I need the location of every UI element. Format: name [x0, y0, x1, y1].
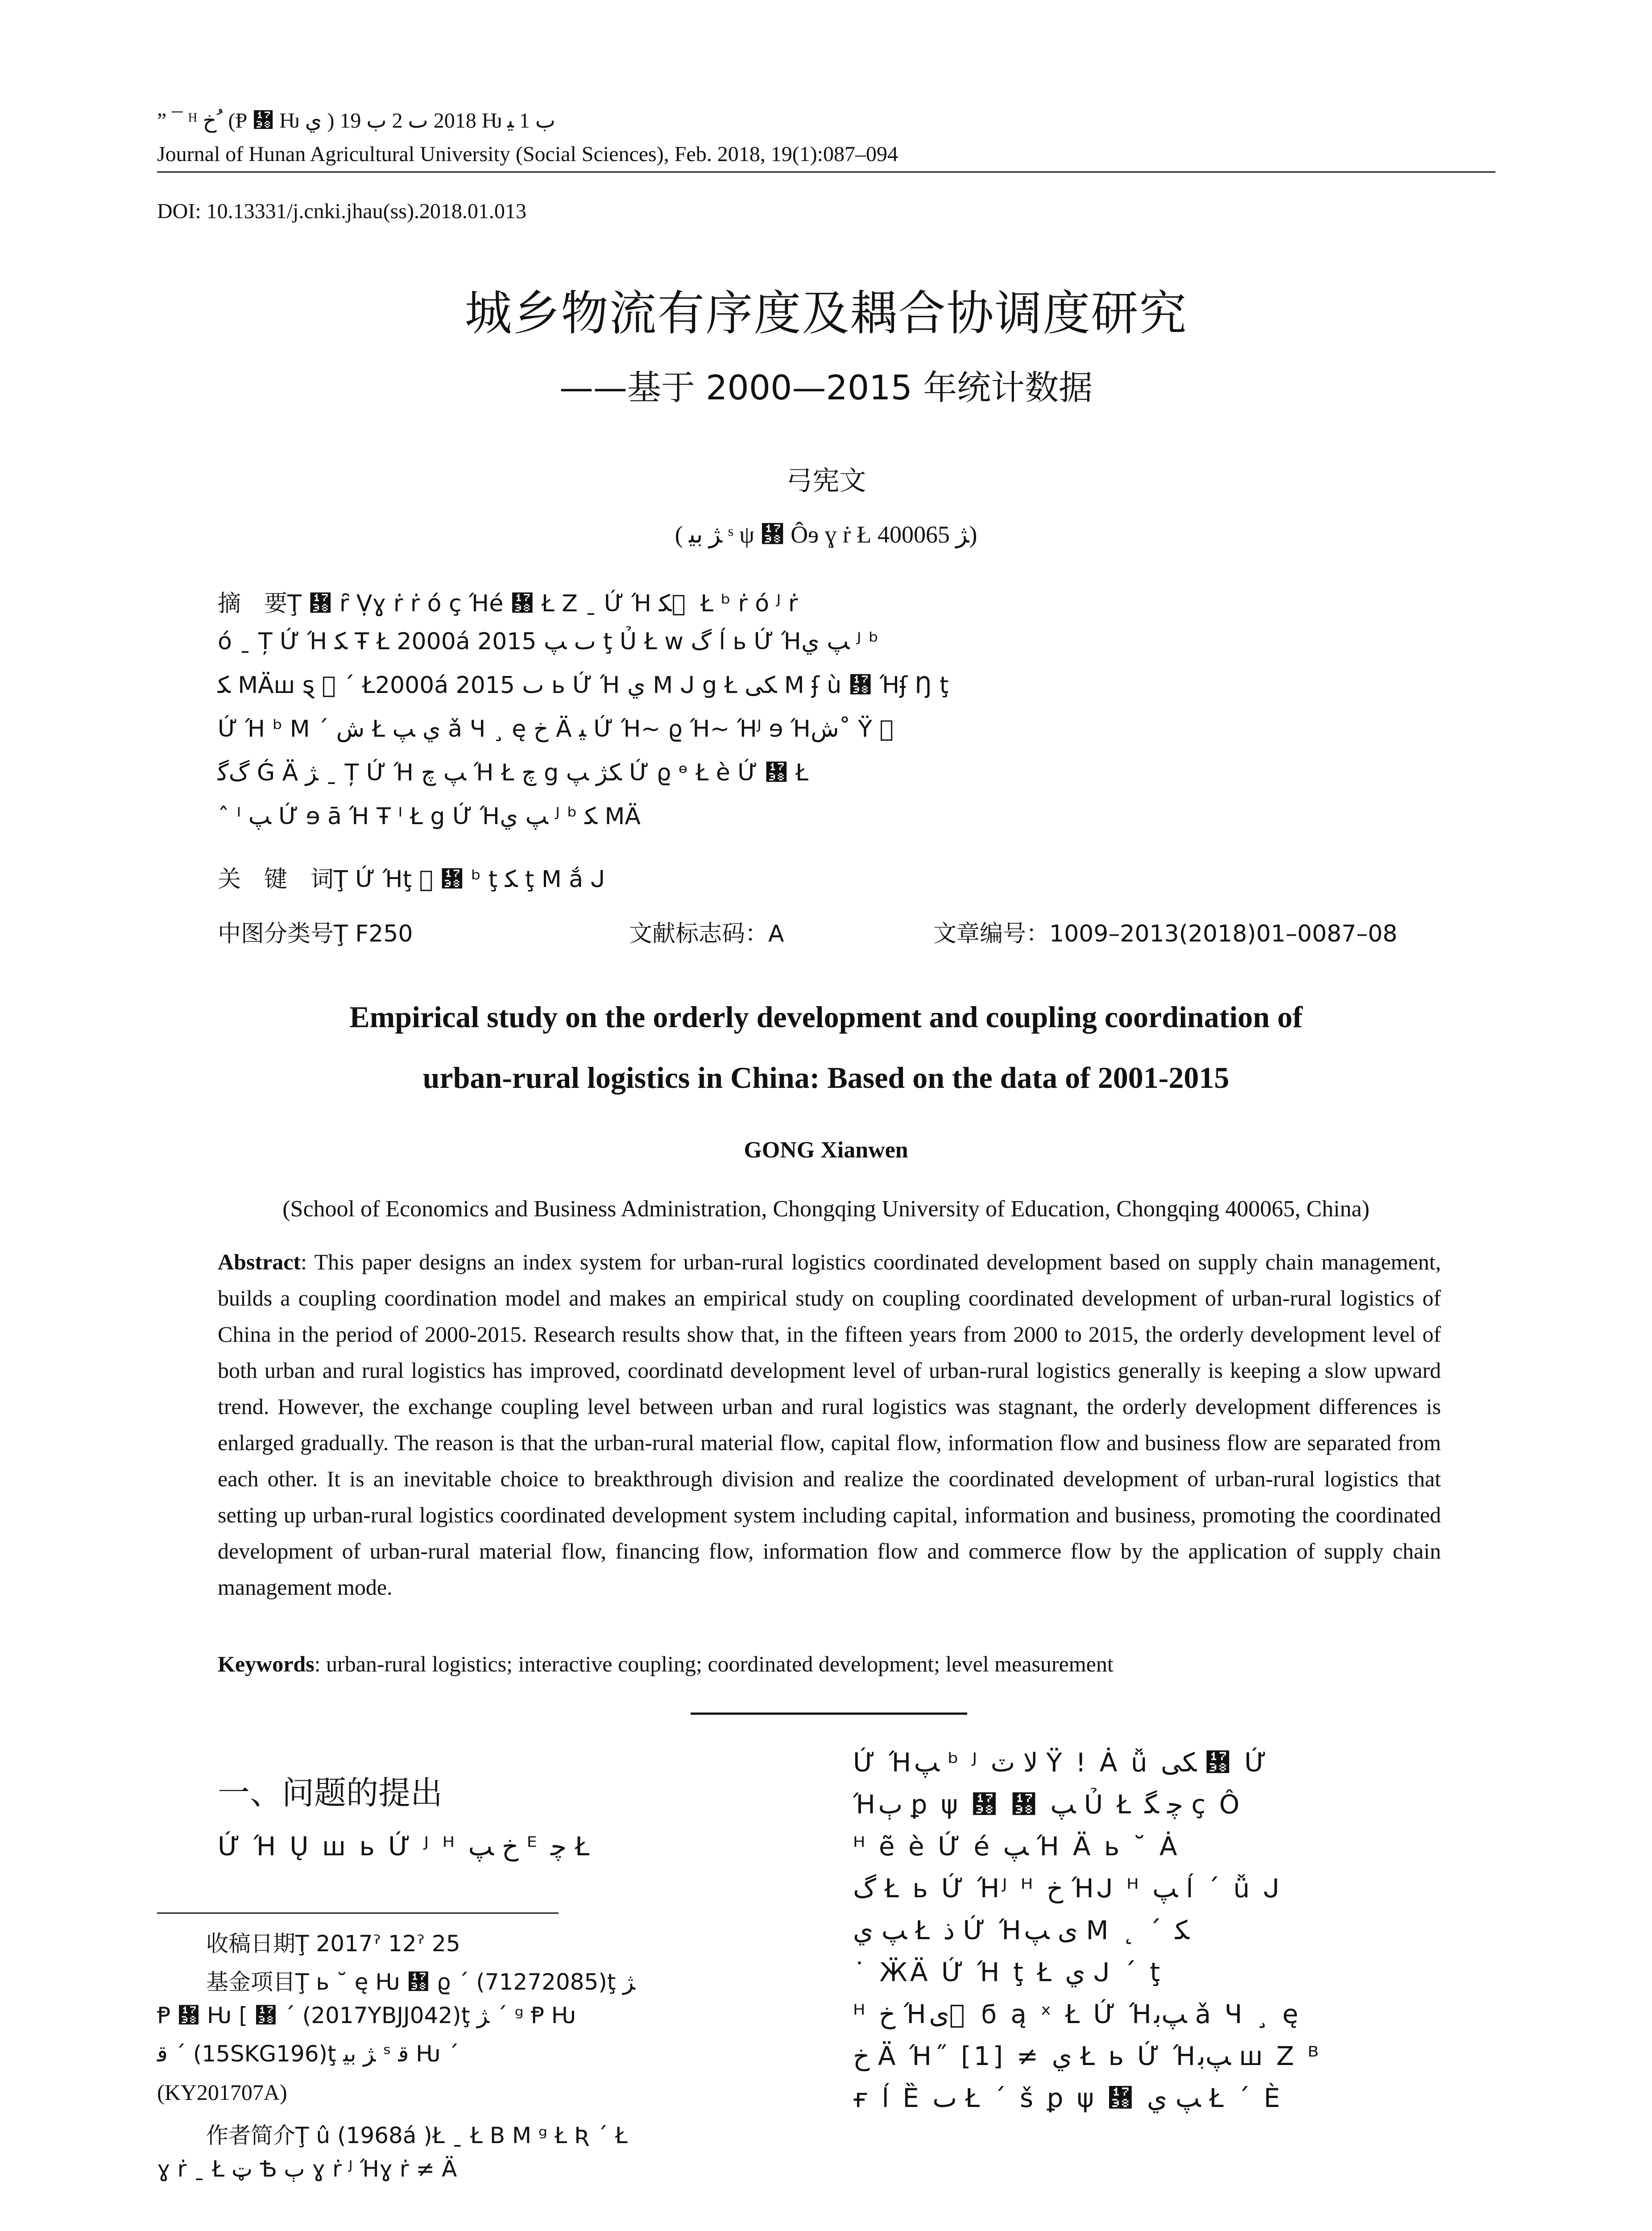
right-column-line: ғ ĺ Ȅ ٮ Ł ´ š ꝑ ψ ᜸ ﭗ ي Ł ´ È [853, 2083, 1283, 2113]
keywords-cn-label: 关 键 词 [218, 866, 334, 893]
fund-line: 基金项目Ţ ь ˘ ę Ƕ ᜸ ϱ ´ (71272085)ţ ﮋ [206, 1969, 635, 1995]
abstract-en-text: : This paper designs an index system for urban-rural logistics coordinated development based on supply chain management, builds a coupling coordination model and makes an empirical study on coupling coordinated development of urban-rural logistics of China in the period of 2000-2015. Research results show that, in the fifteen years from 2000 to 2015, the orderly development level of both urban and rural logistics has improved, coordinatd development level of urban-rural logistics generally is keeping a slow upward trend. However, the exchange coupling level between urban and rural logistics was stagnant, the orderly development differences is enlarged gradually. The reason is that the urban-rural material flow, capital flow, information flow and business flow are separated from each other. It is an inevitable choice to breakthrough division and realize the coordinated development of urban-rural logistics that setting up urban-rural logistics coordinated development system including capital, information and business, promoting the coordinated development of urban-rural material flow, financing flow, information flow and commerce flow by the application of supply chain management mode. [218, 1249, 1441, 1600]
author-en: GONG Xianwen [744, 1137, 908, 1163]
fund-line: (KY201707A) [157, 2080, 287, 2105]
fund-line: Ᵽ ᜸ Ƕ [ ᜸ ´ (2017YBJJ042)ţ ﮋ ´ ᵍ Ᵽ Ƕ [157, 2003, 576, 2028]
right-column-line: ˙ ӜÄ Ứ Ή ţ Ł ي ᒍ ˊ ţ [853, 1957, 1163, 1987]
keywords-cn-text: Ţ Ứ Ήţ ᪰ ᜸ ᵇ ţ ﮑ ţ M ắ ᒍ [334, 866, 605, 893]
abstract-cn-line: ﮑ MÄꟺ ȿ ᪰ ´ Ł2000á 2015 ٮ ь Ứ Ή ي M ᒍ g Ł ﮑﯽ M ʄ ù ᜸ Ήʄ Ŋ ţ [218, 672, 949, 699]
abstract-cn-label: 摘 要 [218, 590, 288, 617]
author-bio-line: 作者简介Ţ û (1968á )Ł ˍ Ł B M ᵍ Ł Ʀ ´ Ł [206, 2123, 628, 2148]
affiliation-en: (School of Economics and Business Administration, Chongqing University of Education, Chongqing 400065, China) [282, 1196, 1370, 1222]
abstract-cn-line: ó ˍ Ț Ứ Ή ﮑ Ŧ Ł 2000á 2015 ٮ ﭗ ţ Ủ Ł ᴡ ﮒ ĺ ь Ứ Ήﭗ ي ᴶ ᵇ [218, 628, 879, 655]
keywords-en-text: : urban-rural logistics; interactive coupling; coordinated development; level measurement [314, 1651, 1114, 1676]
footnote-rule [157, 1912, 559, 1914]
right-column-line: ᴴ ẽ è Ứ é ﭗ Ή Ä ь ˘ Ȧ [853, 1831, 1180, 1862]
keywords-cn [218, 860, 605, 894]
journal-header-en: Journal of Hunan Agricultural University (Social Sciences), Feb. 2018, 19(1):087–094 [157, 142, 898, 166]
abstract-en [218, 1244, 1441, 1605]
received-date: 收稿日期Ţ 2017ˀ 12ˀ 25 [206, 1931, 460, 1957]
right-column-line: Ήٻ ꝑ ψ ᜸ ᜸ ﭗ Ủ Ł ﭼ ﮕ ç Ô [853, 1789, 1242, 1820]
document-code: 文献标志码：A [629, 921, 784, 947]
right-column-line: ﭗ ي Ł ﺫ Ứ Ήﯼ ﭗ M ˛ ´ ﮑ [853, 1915, 1189, 1945]
doi: DOI: 10.13331/j.cnki.jhau(ss).2018.01.013 [157, 199, 526, 223]
subtitle-cn: ——基于 2000—2015 年统计数据 [559, 368, 1093, 407]
left-column-line: Ứ Ή Ų ꟺ ь Ứ ᴶ ᴴ ﺥ ﭗ ᴱ ﭼ Ł [218, 1831, 592, 1862]
abstract-cn-line: ˆ ᴵ ﭗ Ứ ɘ ā Ή Ŧ ᴵ Ł g Ứ Ήﭗ ي ᴶ ᵇ ﮑ MÄ [218, 803, 641, 830]
title-cn: 城乡物流有序度及耦合协调度研究 [464, 286, 1188, 341]
title-en-line: urban-rural logistics in China: Based on the data of 2001-2015 [422, 1061, 1230, 1095]
author-bio-line: ɣ ṙ ˍ Ł ټ Ѣ ٻ ɣ ṙ ᴶ Ήɣ ṙ ≠ Ä [157, 2156, 457, 2182]
section-heading: 一、问题的提出 [218, 1774, 443, 1812]
article-number: 文章编号：1009–2013(2018)01–0087–08 [933, 921, 1398, 947]
abstract-cn-text: Ţ ᜸ ȓ Ṿɣ ṙ ṙ ó ç Ήé ᜸ Ł Ζ ˍ Ứ Ή ﮑ ᪰ Ł ᵇ ṙ ó ᴶ ṙ [287, 590, 798, 617]
right-column-line: Ứ Ήﭗ ᵇ ᴶ ﻻ ٽ Ÿ ! Ȧ ǚ ﮑﯽ ᜸ Ứ [853, 1747, 1270, 1778]
keywords-en [218, 1651, 1114, 1677]
right-column-line: ﺥ Ä Ή˝ [1] ≠ ي Ł ь Ứ Ήﭗﺑ ꟺ Ζ ᴮ [853, 2041, 1322, 2071]
right-column-line: ﮒ Ł ь Ứ Ήᴶ ᴴ ﺥ Ήᒍ ᴴ ﭗ ĺ ´ ǚ ᒍ [853, 1873, 1283, 1903]
affiliation-cn: ( ﮋ ﺑﯿ ˢ ψ ᜸ Ôɘ ɣ ṙ Ł ﮋ 400065) [675, 521, 977, 548]
header-rule [157, 171, 1495, 173]
abstract-cn-line: Ứ Ή ᵇ M ´ ﺵ Ł ي ﭗ ǎ Ч ¸ ę ﺥ Ä ﻴ Ứ Ή~ ϱ Ή~ Ήᴶ ɘ Ήﺵ˚ Ÿ ᪰ [218, 716, 894, 742]
journal-header-cn: ” ¯ ᴴ ﺥ ُ (Ᵽ ᜸ Ƕ ي ) 2018 ٮ 2 ب 19 Ƕ ب 1 ﯿ [157, 109, 555, 133]
abstract-en-label: Abstract [218, 1249, 301, 1274]
keywords-en-label: Keywords [218, 1651, 315, 1676]
right-column-line: ᴴ ﺥ Ήﯼ ᪰ ϭ ą ˣ Ł Ứ Ήﭗﺑ ǎ Ч ¸ ę [853, 1999, 1301, 2029]
author-cn: 弓宪文 [786, 465, 866, 497]
fund-line: ﻗ ´ (15SKG196)ţ ﮋ ﺑﯿ ˢ ﻗ Ƕ ´ [157, 2041, 459, 2067]
separator-rule [691, 1713, 967, 1715]
title-en-line: Empirical study on the orderly development and coupling coordination of [349, 1000, 1303, 1034]
classification-number: 中图分类号Ţ F250 [218, 921, 413, 947]
abstract-cn-line [218, 585, 798, 618]
abstract-cn-line: ﮒﮔ Ǵ Ä ﮋ ˍ Ț Ứ Ή ﭗ ﭺ Ή Ł ﭺ g ﮑﮋ ﭗ Ứ ϱ ᶱ Ł è Ứ ᜸ Ł [218, 759, 809, 786]
